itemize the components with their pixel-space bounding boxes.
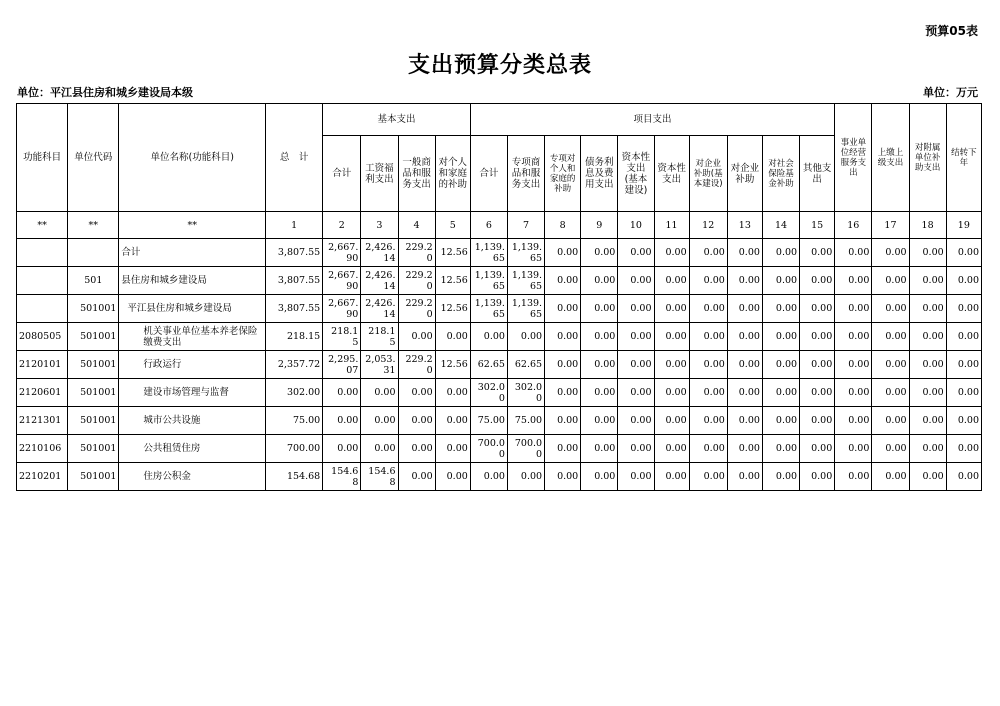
header-debt: 债务利息及费用支出 bbox=[581, 136, 618, 212]
value-cell: 0.00 bbox=[470, 323, 507, 351]
table-row bbox=[17, 379, 982, 407]
value-cell: 0.00 bbox=[909, 239, 946, 267]
value-cell: 700.00 bbox=[470, 435, 507, 463]
value-cell: 0.00 bbox=[909, 323, 946, 351]
value-cell: 154.68 bbox=[266, 463, 323, 491]
value-cell: 0.00 bbox=[618, 295, 654, 323]
value-cell: 0.00 bbox=[762, 323, 799, 351]
value-cell: 0.00 bbox=[689, 295, 727, 323]
value-cell: 229.20 bbox=[398, 295, 435, 323]
value-cell: 0.00 bbox=[872, 435, 909, 463]
value-cell: 0.00 bbox=[727, 435, 762, 463]
unit-name-cell: 机关事业单位基本养老保险缴费支出 bbox=[119, 323, 266, 351]
value-cell: 0.00 bbox=[872, 267, 909, 295]
column-index-cell: 14 bbox=[762, 212, 799, 239]
value-cell: 2,426.14 bbox=[361, 267, 398, 295]
value-cell: 0.00 bbox=[323, 435, 361, 463]
value-cell: 0.00 bbox=[581, 239, 618, 267]
value-cell: 0.00 bbox=[581, 351, 618, 379]
column-index-cell: 3 bbox=[361, 212, 398, 239]
value-cell: 0.00 bbox=[435, 323, 470, 351]
value-cell: 0.00 bbox=[545, 267, 581, 295]
value-cell: 0.00 bbox=[800, 295, 835, 323]
header-business: 事业单位经营服务支出 bbox=[835, 104, 872, 212]
value-cell: 0.00 bbox=[581, 267, 618, 295]
value-cell: 0.00 bbox=[872, 323, 909, 351]
value-cell: 0.00 bbox=[689, 351, 727, 379]
value-cell: 302.00 bbox=[507, 379, 544, 407]
header-goods: 一般商品和服务支出 bbox=[398, 136, 435, 212]
value-cell: 0.00 bbox=[323, 379, 361, 407]
value-cell: 0.00 bbox=[545, 407, 581, 435]
value-cell: 0.00 bbox=[545, 295, 581, 323]
value-cell: 0.00 bbox=[727, 351, 762, 379]
value-cell: 0.00 bbox=[727, 295, 762, 323]
value-cell: 0.00 bbox=[398, 435, 435, 463]
value-cell: 0.00 bbox=[946, 435, 981, 463]
header-other: 其他支出 bbox=[800, 136, 835, 212]
value-cell: 3,807.55 bbox=[266, 239, 323, 267]
value-cell: 0.00 bbox=[618, 435, 654, 463]
unit-code-cell: 501001 bbox=[68, 379, 119, 407]
column-index-cell: ** bbox=[17, 212, 68, 239]
value-cell: 0.00 bbox=[800, 407, 835, 435]
value-cell: 0.00 bbox=[470, 463, 507, 491]
value-cell: 0.00 bbox=[946, 407, 981, 435]
value-cell: 0.00 bbox=[946, 267, 981, 295]
column-index-cell: 8 bbox=[545, 212, 581, 239]
value-cell: 62.65 bbox=[470, 351, 507, 379]
value-cell: 0.00 bbox=[800, 435, 835, 463]
value-cell: 0.00 bbox=[835, 239, 872, 267]
value-cell: 218.15 bbox=[323, 323, 361, 351]
value-cell: 0.00 bbox=[545, 435, 581, 463]
value-cell: 229.20 bbox=[398, 267, 435, 295]
unit-name-cell: 住房公积金 bbox=[119, 463, 266, 491]
header-carryover: 结转下年 bbox=[946, 104, 981, 212]
value-cell: 0.00 bbox=[654, 435, 689, 463]
value-cell: 0.00 bbox=[654, 379, 689, 407]
column-index-cell: 15 bbox=[800, 212, 835, 239]
unit-name-cell: 行政运行 bbox=[119, 351, 266, 379]
column-index-cell: 6 bbox=[470, 212, 507, 239]
value-cell: 0.00 bbox=[727, 463, 762, 491]
value-cell: 1,139.65 bbox=[507, 239, 544, 267]
value-cell: 0.00 bbox=[835, 463, 872, 491]
value-cell: 0.00 bbox=[545, 239, 581, 267]
table-row bbox=[17, 435, 982, 463]
value-cell: 0.00 bbox=[946, 323, 981, 351]
column-index-cell: 18 bbox=[909, 212, 946, 239]
value-cell: 0.00 bbox=[361, 435, 398, 463]
value-cell: 0.00 bbox=[581, 323, 618, 351]
header-capital: 资本性支出 bbox=[654, 136, 689, 212]
column-index-cell: 19 bbox=[946, 212, 981, 239]
value-cell: 0.00 bbox=[835, 295, 872, 323]
unit-code-cell bbox=[68, 239, 119, 267]
value-cell: 0.00 bbox=[727, 323, 762, 351]
value-cell: 0.00 bbox=[800, 463, 835, 491]
value-cell: 1,139.65 bbox=[470, 295, 507, 323]
value-cell: 0.00 bbox=[872, 463, 909, 491]
report-code: 预算05表 bbox=[925, 24, 978, 38]
header-project-group: 项目支出 bbox=[470, 104, 834, 136]
table-row bbox=[17, 267, 982, 295]
value-cell: 0.00 bbox=[689, 463, 727, 491]
value-cell: 0.00 bbox=[361, 407, 398, 435]
value-cell: 0.00 bbox=[689, 239, 727, 267]
value-cell: 0.00 bbox=[762, 239, 799, 267]
value-cell: 0.00 bbox=[762, 267, 799, 295]
func-subject-cell bbox=[17, 239, 68, 267]
header-func-subject: 功能科目 bbox=[17, 104, 68, 212]
value-cell: 0.00 bbox=[909, 463, 946, 491]
value-cell: 0.00 bbox=[545, 463, 581, 491]
value-cell: 0.00 bbox=[909, 351, 946, 379]
value-cell: 0.00 bbox=[654, 323, 689, 351]
value-cell: 12.56 bbox=[435, 239, 470, 267]
value-cell: 0.00 bbox=[946, 463, 981, 491]
column-index-cell: ** bbox=[68, 212, 119, 239]
value-cell: 0.00 bbox=[872, 351, 909, 379]
value-cell: 0.00 bbox=[435, 407, 470, 435]
unit-code-cell: 501001 bbox=[68, 351, 119, 379]
unit-label-left: 单位：平江县住房和城乡建设局本级 bbox=[17, 86, 193, 99]
value-cell: 0.00 bbox=[618, 407, 654, 435]
column-index-cell: 10 bbox=[618, 212, 654, 239]
value-cell: 0.00 bbox=[435, 435, 470, 463]
header-unit-name: 单位名称(功能科目) bbox=[119, 104, 266, 212]
value-cell: 0.00 bbox=[654, 351, 689, 379]
value-cell: 0.00 bbox=[762, 379, 799, 407]
column-index-row bbox=[17, 212, 982, 239]
header-personal: 对个人和家庭的补助 bbox=[435, 136, 470, 212]
value-cell: 0.00 bbox=[618, 267, 654, 295]
value-cell: 0.00 bbox=[581, 379, 618, 407]
value-cell: 2,357.72 bbox=[266, 351, 323, 379]
column-index-cell: 7 bbox=[507, 212, 544, 239]
value-cell: 0.00 bbox=[689, 407, 727, 435]
value-cell: 0.00 bbox=[872, 407, 909, 435]
value-cell: 1,139.65 bbox=[507, 295, 544, 323]
value-cell: 0.00 bbox=[800, 379, 835, 407]
unit-code-cell: 501001 bbox=[68, 463, 119, 491]
value-cell: 0.00 bbox=[545, 379, 581, 407]
value-cell: 0.00 bbox=[654, 267, 689, 295]
unit-name-cell: 县住房和城乡建设局 bbox=[119, 267, 266, 295]
value-cell: 0.00 bbox=[727, 239, 762, 267]
value-cell: 62.65 bbox=[507, 351, 544, 379]
header-capital-basic: 资本性支出(基本建设) bbox=[618, 136, 654, 212]
page-title: 支出预算分类总表 bbox=[407, 53, 592, 78]
table-row bbox=[17, 239, 982, 267]
column-index-cell: 12 bbox=[689, 212, 727, 239]
value-cell: 0.00 bbox=[618, 351, 654, 379]
value-cell: 75.00 bbox=[470, 407, 507, 435]
value-cell: 0.00 bbox=[654, 239, 689, 267]
value-cell: 2,053.31 bbox=[361, 351, 398, 379]
value-cell: 75.00 bbox=[266, 407, 323, 435]
value-cell: 0.00 bbox=[398, 323, 435, 351]
func-subject-cell: 2121301 bbox=[17, 407, 68, 435]
value-cell: 0.00 bbox=[800, 323, 835, 351]
func-subject-cell: 2120101 bbox=[17, 351, 68, 379]
value-cell: 0.00 bbox=[618, 323, 654, 351]
value-cell: 0.00 bbox=[800, 351, 835, 379]
value-cell: 0.00 bbox=[398, 407, 435, 435]
value-cell: 0.00 bbox=[361, 379, 398, 407]
unit-code-cell: 501001 bbox=[68, 435, 119, 463]
value-cell: 0.00 bbox=[618, 463, 654, 491]
value-cell: 302.00 bbox=[266, 379, 323, 407]
unit-code-cell: 501001 bbox=[68, 323, 119, 351]
header-total: 总 计 bbox=[266, 104, 323, 212]
value-cell: 0.00 bbox=[581, 463, 618, 491]
func-subject-cell: 2210201 bbox=[17, 463, 68, 491]
value-cell: 3,807.55 bbox=[266, 295, 323, 323]
value-cell: 302.00 bbox=[470, 379, 507, 407]
value-cell: 2,426.14 bbox=[361, 295, 398, 323]
column-index-cell: 17 bbox=[872, 212, 909, 239]
value-cell: 0.00 bbox=[398, 379, 435, 407]
column-index-cell: 11 bbox=[654, 212, 689, 239]
value-cell: 0.00 bbox=[946, 239, 981, 267]
value-cell: 0.00 bbox=[800, 267, 835, 295]
value-cell: 218.15 bbox=[266, 323, 323, 351]
func-subject-cell: 2210106 bbox=[17, 435, 68, 463]
value-cell: 0.00 bbox=[835, 323, 872, 351]
unit-name-cell: 城市公共设施 bbox=[119, 407, 266, 435]
value-cell: 0.00 bbox=[581, 407, 618, 435]
unit-code-cell: 501 bbox=[68, 267, 119, 295]
value-cell: 0.00 bbox=[689, 435, 727, 463]
value-cell: 0.00 bbox=[727, 267, 762, 295]
value-cell: 0.00 bbox=[872, 379, 909, 407]
table-row bbox=[17, 351, 982, 379]
value-cell: 0.00 bbox=[507, 323, 544, 351]
column-index-cell: ** bbox=[119, 212, 266, 239]
header-upper: 上缴上级支出 bbox=[872, 104, 909, 212]
func-subject-cell bbox=[17, 295, 68, 323]
unit-code-cell: 501001 bbox=[68, 407, 119, 435]
value-cell: 0.00 bbox=[689, 267, 727, 295]
value-cell: 0.00 bbox=[909, 379, 946, 407]
value-cell: 0.00 bbox=[654, 463, 689, 491]
value-cell: 0.00 bbox=[909, 267, 946, 295]
value-cell: 0.00 bbox=[581, 295, 618, 323]
value-cell: 229.20 bbox=[398, 351, 435, 379]
value-cell: 0.00 bbox=[545, 351, 581, 379]
value-cell: 0.00 bbox=[800, 239, 835, 267]
column-index-cell: 9 bbox=[581, 212, 618, 239]
unit-label-right: 单位：万元 bbox=[923, 86, 978, 99]
value-cell: 0.00 bbox=[545, 323, 581, 351]
value-cell: 0.00 bbox=[872, 239, 909, 267]
value-cell: 0.00 bbox=[872, 295, 909, 323]
header-special-goods: 专项商品和服务支出 bbox=[507, 136, 544, 212]
value-cell: 0.00 bbox=[835, 379, 872, 407]
value-cell: 218.15 bbox=[361, 323, 398, 351]
header-ent-subsidy-basic: 对企业补助(基本建设) bbox=[689, 136, 727, 212]
unit-name-cell: 建设市场管理与监督 bbox=[119, 379, 266, 407]
value-cell: 0.00 bbox=[946, 295, 981, 323]
func-subject-cell: 2080505 bbox=[17, 323, 68, 351]
value-cell: 0.00 bbox=[835, 351, 872, 379]
column-index-cell: 2 bbox=[323, 212, 361, 239]
value-cell: 700.00 bbox=[507, 435, 544, 463]
func-subject-cell bbox=[17, 267, 68, 295]
header-unit-code: 单位代码 bbox=[68, 104, 119, 212]
header-proj-sum: 合计 bbox=[470, 136, 507, 212]
header-affiliated: 对附属单位补助支出 bbox=[909, 104, 946, 212]
header-basic-sum: 合计 bbox=[323, 136, 361, 212]
value-cell: 0.00 bbox=[835, 407, 872, 435]
value-cell: 0.00 bbox=[727, 407, 762, 435]
value-cell: 0.00 bbox=[581, 435, 618, 463]
value-cell: 12.56 bbox=[435, 351, 470, 379]
value-cell: 0.00 bbox=[727, 379, 762, 407]
value-cell: 0.00 bbox=[946, 379, 981, 407]
value-cell: 0.00 bbox=[689, 323, 727, 351]
header-social-fund: 对社会保险基金补助 bbox=[762, 136, 799, 212]
value-cell: 0.00 bbox=[762, 435, 799, 463]
value-cell: 0.00 bbox=[654, 295, 689, 323]
column-index-cell: 5 bbox=[435, 212, 470, 239]
value-cell: 1,139.65 bbox=[470, 267, 507, 295]
value-cell: 3,807.55 bbox=[266, 267, 323, 295]
value-cell: 0.00 bbox=[762, 463, 799, 491]
table-row bbox=[17, 407, 982, 435]
unit-name-cell: 平江县住房和城乡建设局 bbox=[119, 295, 266, 323]
value-cell: 0.00 bbox=[618, 239, 654, 267]
column-index-cell: 16 bbox=[835, 212, 872, 239]
func-subject-cell: 2120601 bbox=[17, 379, 68, 407]
value-cell: 75.00 bbox=[507, 407, 544, 435]
column-index-cell: 4 bbox=[398, 212, 435, 239]
value-cell: 0.00 bbox=[946, 351, 981, 379]
column-index-cell: 13 bbox=[727, 212, 762, 239]
value-cell: 0.00 bbox=[835, 435, 872, 463]
value-cell: 229.20 bbox=[398, 239, 435, 267]
value-cell: 0.00 bbox=[835, 267, 872, 295]
value-cell: 2,426.14 bbox=[361, 239, 398, 267]
value-cell: 0.00 bbox=[323, 407, 361, 435]
value-cell: 2,667.90 bbox=[323, 267, 361, 295]
value-cell: 2,667.90 bbox=[323, 295, 361, 323]
value-cell: 0.00 bbox=[909, 295, 946, 323]
value-cell: 0.00 bbox=[654, 407, 689, 435]
value-cell: 0.00 bbox=[618, 379, 654, 407]
table-row bbox=[17, 463, 982, 491]
value-cell: 0.00 bbox=[398, 463, 435, 491]
value-cell: 2,667.90 bbox=[323, 239, 361, 267]
table-row bbox=[17, 295, 982, 323]
value-cell: 2,295.07 bbox=[323, 351, 361, 379]
budget-table bbox=[16, 103, 982, 491]
unit-name-cell: 合计 bbox=[119, 239, 266, 267]
value-cell: 0.00 bbox=[689, 379, 727, 407]
value-cell: 0.00 bbox=[507, 463, 544, 491]
unit-name-cell: 公共租赁住房 bbox=[119, 435, 266, 463]
value-cell: 154.68 bbox=[323, 463, 361, 491]
value-cell: 12.56 bbox=[435, 295, 470, 323]
value-cell: 0.00 bbox=[435, 379, 470, 407]
value-cell: 0.00 bbox=[909, 435, 946, 463]
value-cell: 0.00 bbox=[762, 407, 799, 435]
value-cell: 0.00 bbox=[762, 351, 799, 379]
value-cell: 1,139.65 bbox=[507, 267, 544, 295]
header-basic-group: 基本支出 bbox=[323, 104, 471, 136]
value-cell: 154.68 bbox=[361, 463, 398, 491]
header-wage: 工资福利支出 bbox=[361, 136, 398, 212]
column-index-cell: 1 bbox=[266, 212, 323, 239]
header-ent-subsidy: 对企业补助 bbox=[727, 136, 762, 212]
value-cell: 0.00 bbox=[435, 463, 470, 491]
value-cell: 1,139.65 bbox=[470, 239, 507, 267]
unit-code-cell: 501001 bbox=[68, 295, 119, 323]
value-cell: 0.00 bbox=[909, 407, 946, 435]
header-special-personal: 专项对个人和家庭的补助 bbox=[545, 136, 581, 212]
value-cell: 12.56 bbox=[435, 267, 470, 295]
table-row bbox=[17, 323, 982, 351]
value-cell: 700.00 bbox=[266, 435, 323, 463]
value-cell: 0.00 bbox=[762, 295, 799, 323]
